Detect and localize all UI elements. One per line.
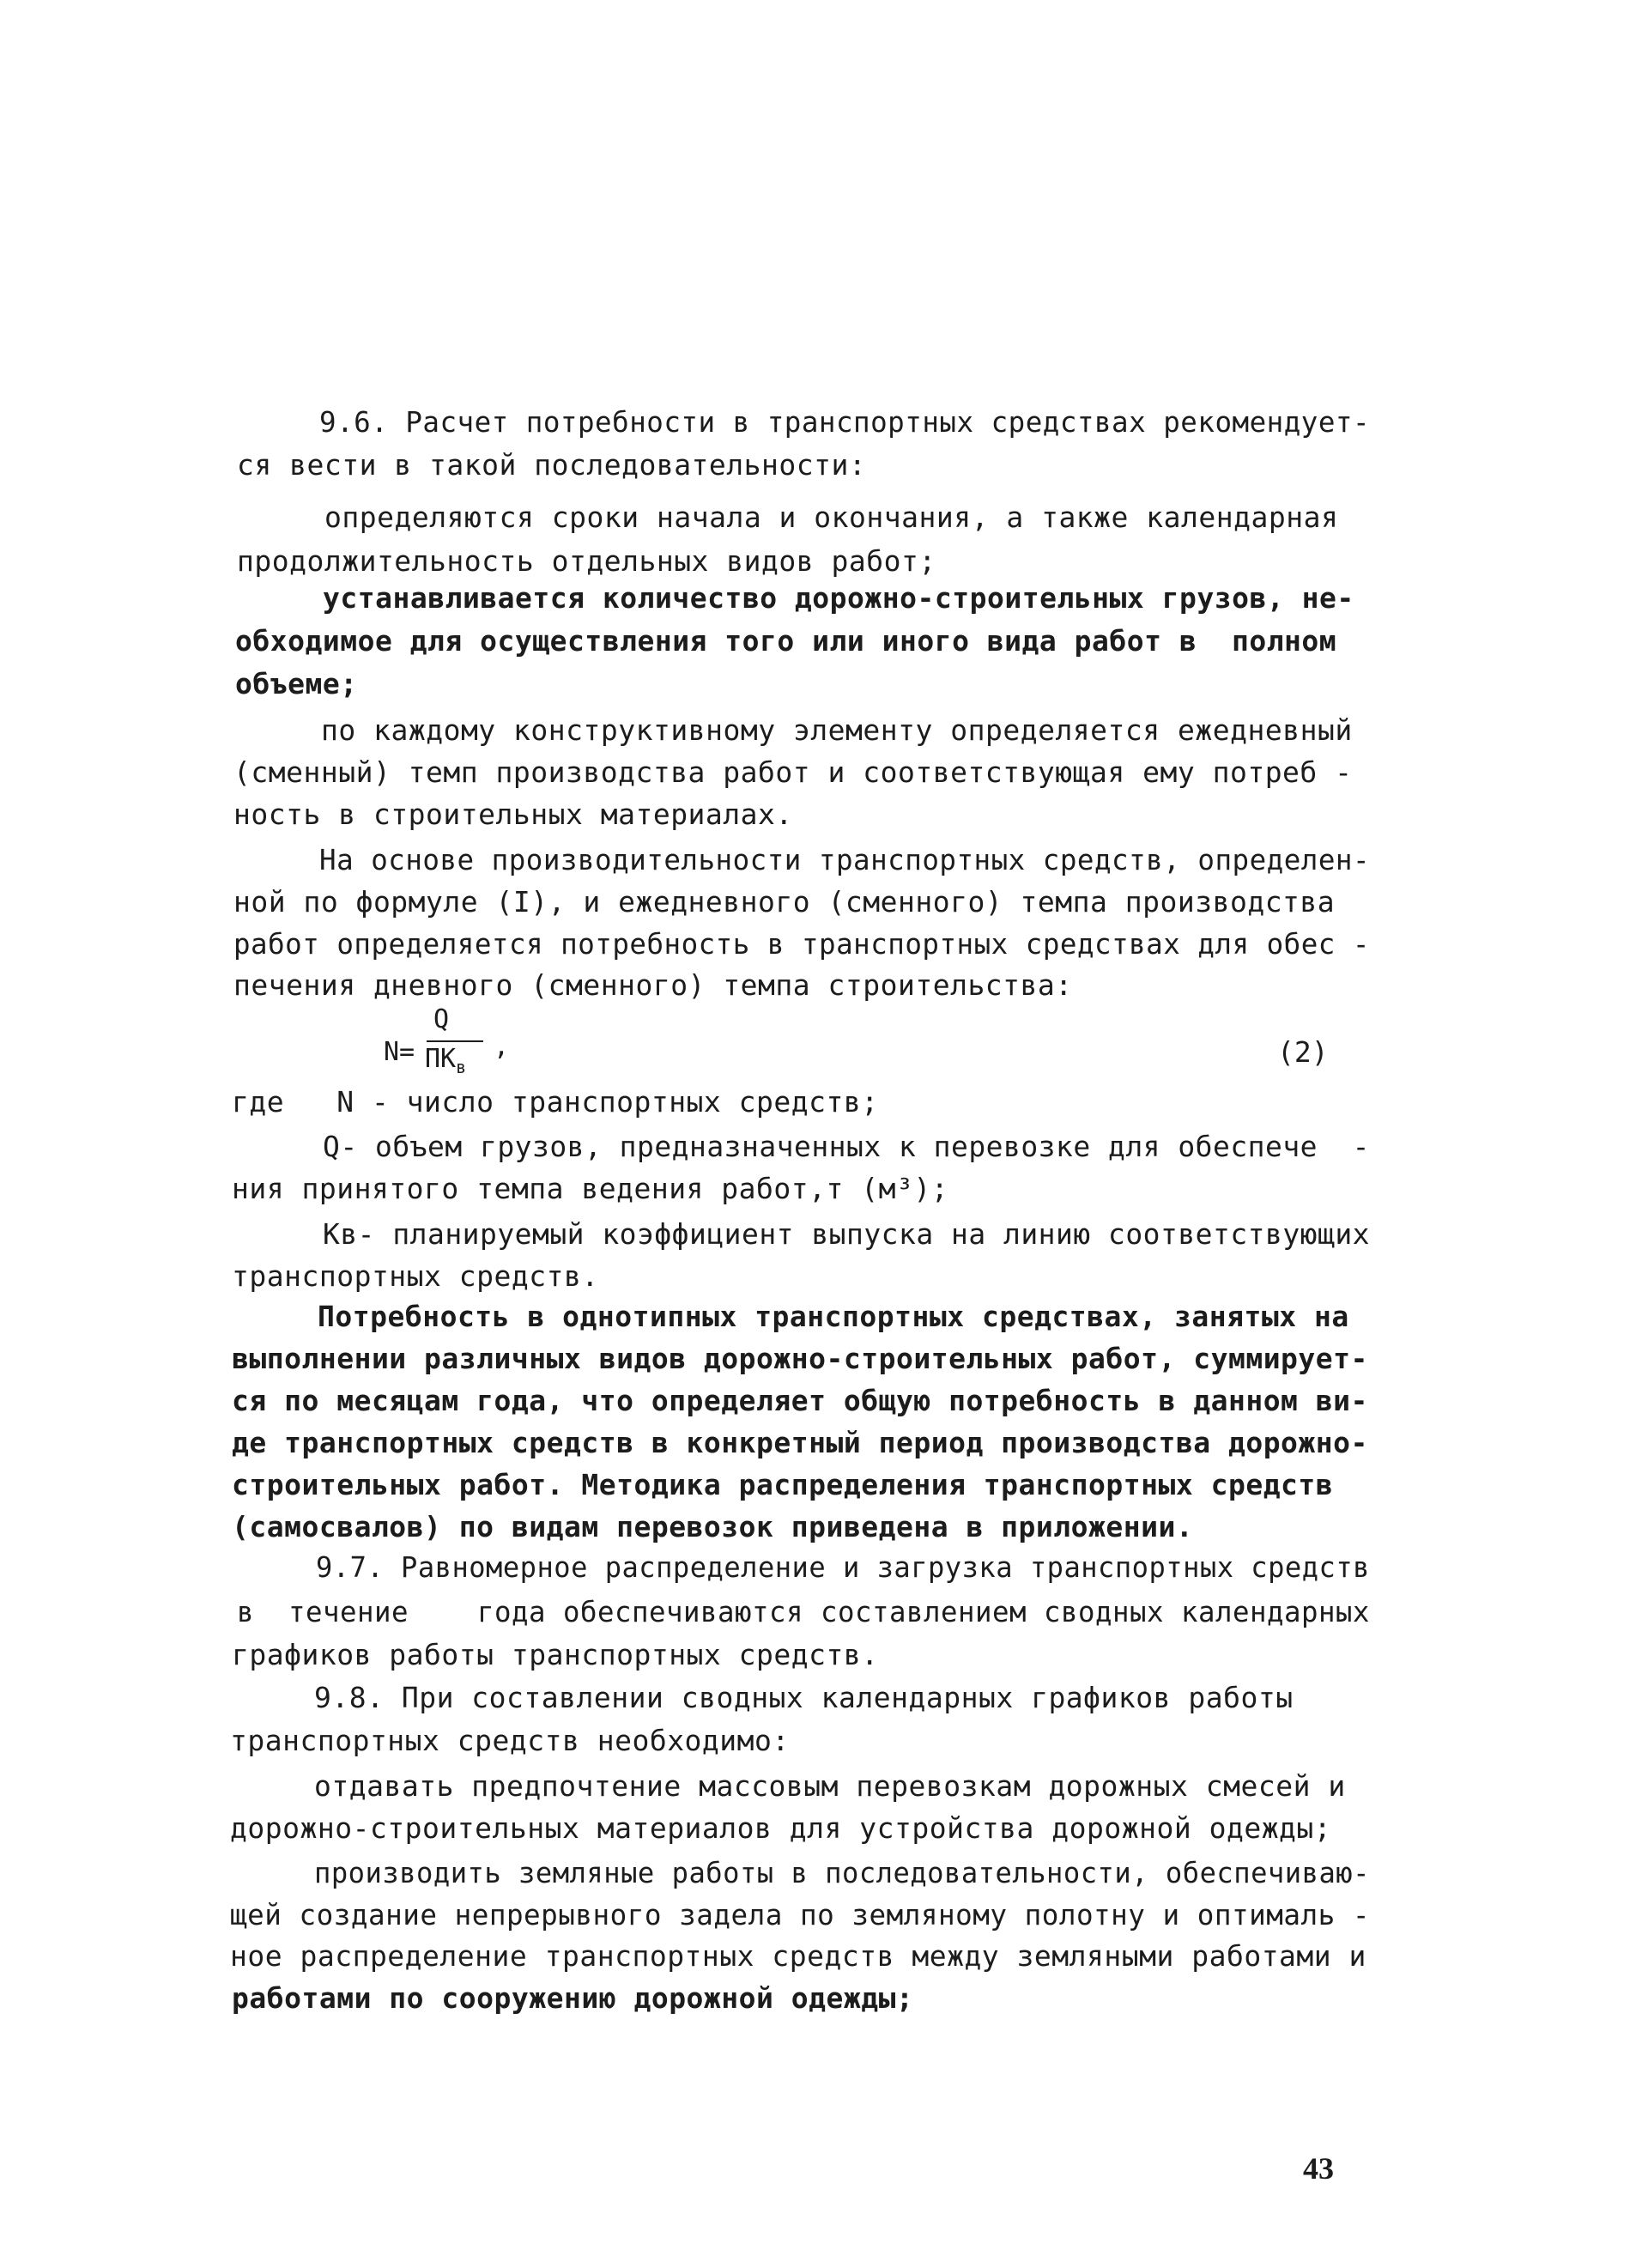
text-line: ся по месяцам года, что определяет общую потребность в данном ви- — [232, 1384, 1368, 1417]
text-line: ность в строительных материалах. — [233, 797, 793, 831]
text-line: ся вести в такой последовательности: — [237, 448, 867, 482]
formula-lhs: N= — [384, 1037, 415, 1067]
text-line: обходимое для осуществления того или иного вида работ в полном — [235, 624, 1337, 658]
text-line: ное распределение транспортных средств между земляными работами и — [230, 1939, 1366, 1973]
text-line: Потребность в однотипных транспортных средствах, занятых на — [318, 1300, 1349, 1333]
text-line: де транспортных средств в конкретный период производства дорожно- — [232, 1426, 1368, 1459]
formula-denominator-subscript: в — [456, 1057, 467, 1077]
text-line: продолжительность отдельных видов работ; — [237, 544, 936, 578]
equation-number: (2) — [1277, 1035, 1329, 1069]
formula-denominator: $ПК_в$ — [425, 1044, 467, 1077]
text-line: На основе производительности транспортных средств, определен- — [319, 843, 1371, 876]
text-line: (самосвалов) по видам перевозок приведена в приложении. — [232, 1510, 1194, 1543]
text-line: отдавать предпочтение массовым перевозкам дорожных смесей и — [314, 1769, 1346, 1803]
formula-comma: , — [494, 1032, 510, 1062]
page-number: 43 — [1303, 2151, 1334, 2186]
text-line: транспортных средств. — [232, 1259, 599, 1293]
text-line: Q- объем грузов, предназначенных к перевозке для обеспече - — [323, 1130, 1370, 1163]
text-line: выполнении различных видов дорожно-строительных работ, суммирует- — [232, 1342, 1368, 1375]
text-line: в течение года обеспечиваются составлением сводных календарных — [237, 1595, 1370, 1628]
text-line: работ определяется потребность в транспортных средствах для обес - — [233, 927, 1370, 961]
text-line: объеме; — [235, 667, 358, 700]
text-line: 9.7. Равномерное распределение и загрузка транспортных средств — [316, 1550, 1370, 1584]
text-line: дорожно-строительных материалов для устройства дорожной одежды; — [230, 1811, 1332, 1845]
text-line: Кв- планируемый коэффициент выпуска на линию соответствующих — [323, 1217, 1370, 1251]
text-line: транспортных средств необходимо: — [230, 1724, 790, 1757]
fraction-bar — [427, 1040, 483, 1042]
text-line: 9.6. Расчет потребности в транспортных средствах рекомендует- — [319, 405, 1371, 439]
text-line: строительных работ. Методика распределения транспортных средств — [232, 1468, 1334, 1501]
text-line: производить земляные работы в последовательности, обеспечиваю- — [314, 1856, 1370, 1889]
formula-numerator: Q — [433, 1004, 450, 1034]
text-line: щей создание непрерывного задела по земляному полотну и оптималь - — [230, 1898, 1371, 1931]
text-line: графиков работы транспортных средств. — [232, 1638, 879, 1671]
text-line: 9.8. При составлении сводных календарных графиков работы — [314, 1681, 1294, 1714]
text-line: устанавливается количество дорожно-строительных грузов, не- — [323, 581, 1354, 615]
text-line: ния принятого темпа ведения работ,т (м³); — [232, 1172, 949, 1205]
text-line: где N - число транспортных средств; — [232, 1085, 879, 1119]
text-line: (сменный) темп производства работ и соответствующая ему потреб - — [233, 755, 1353, 789]
text-line: по каждому конструктивному элементу определяется ежедневный — [321, 713, 1353, 747]
text-line: работами по сооружению дорожной одежды; — [232, 1981, 914, 2015]
text-line: определяются сроки начала и окончания, а также календарная — [324, 500, 1339, 534]
text-line: ной по формуле (I), и ежедневного (сменного) темпа производства — [233, 885, 1336, 919]
text-line: печения дневного (сменного) темпа строительства: — [233, 968, 1073, 1002]
